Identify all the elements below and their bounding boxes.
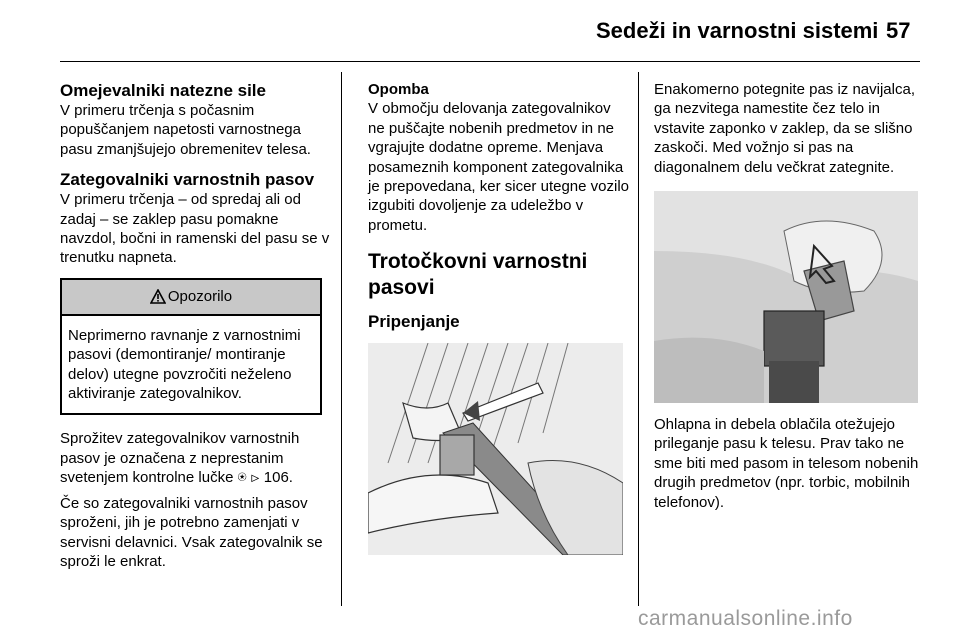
illustration-fastening-belt — [368, 343, 623, 555]
paragraph-replacement: Če so zategovalniki varnostnih pasov sproženi, jih je potrebno zamenjati v servisni delavnici. Vsak zategovalnik se sproži le enkrat. — [60, 494, 323, 570]
note-title: Opomba — [368, 81, 429, 98]
seatbelt-warning-light-icon: ⍟ — [237, 469, 247, 487]
column-divider-2 — [638, 72, 639, 606]
warning-text: Neprimerno ravnanje z varnostnimi pasovi (demontiranje/ montiranje delov) utegne povzročiti neželeno aktiviranje zategovalnikov. — [68, 326, 301, 403]
warning-triangle-icon — [150, 289, 166, 304]
column-divider-1 — [341, 72, 342, 606]
paragraph-clothing-note: Ohlapna in debela oblačila otežujejo prileganje pasu k telesu. Prav tako ne sme biti med pasom in telesom nobenih drugih predmetov (npr. torbic, mobilnih telefonov). — [654, 416, 919, 511]
heading-pretensioners: Zategovalniki varnostnih pasov — [60, 170, 315, 190]
warning-title: Opozorilo — [167, 288, 233, 306]
activation-text: Sprožitev zategovalnikov varnostnih pasov je označena z neprestanim svetenjem kontrolne lučke — [60, 430, 300, 487]
header-title: Sedeži in varnostni sistemi — [596, 18, 879, 43]
paragraph-fastening-instructions: Enakomerno potegnite pas iz navijalca, ga nezvitega namestite čez telo in vstavite zaponko v zaklep, da se slišno zaskoči. Med vožnjo si pas na diagonalnem delu večkrat zategnite. — [654, 81, 915, 176]
column-2 — [368, 80, 630, 555]
paragraph-force-limiters: V primeru trčenja s počasnim popuščanjem napetosti varnostnega pasu zmanjšujejo obremenitev telesa. — [60, 102, 311, 158]
header-rule — [60, 61, 920, 62]
activation-page-ref: 106. — [263, 469, 293, 487]
note-text: V območju delovanja zategovalnikov ne puščajte nobenih predmetov in ne vgrajujte dodatne opreme. Menjava posameznih komponent zategovalnika je prepovedana, ker sicer utegne vozilo izgubiti dovoljenje za udeležbo v prometu. — [368, 100, 629, 234]
page-number: 57 — [886, 18, 911, 43]
heading-three-point-belts-line1: Trotočkovni varnostni — [368, 250, 588, 274]
paragraph-pretensioners: V primeru trčenja – od spredaj ali od zadaj – se zaklep pasu pomakne navzdol, bočni in ramenski del pasu se v trenutku napneta. — [60, 191, 330, 267]
column-3 — [654, 80, 924, 512]
heading-fastening: Pripenjanje — [368, 312, 460, 332]
heading-force-limiters: Omejevalniki natezne sile — [60, 81, 266, 100]
heading-three-point-belts-line2: pasovi — [368, 276, 435, 300]
warning-box — [60, 278, 322, 416]
column-1 — [60, 80, 330, 571]
paragraph-activation — [60, 429, 330, 487]
photo-buckle-insertion — [654, 191, 918, 403]
warning-header — [62, 280, 320, 316]
page-ref-arrow-icon: ⊳ — [250, 469, 260, 487]
watermark-text: carmanualsonline.info — [638, 607, 853, 630]
